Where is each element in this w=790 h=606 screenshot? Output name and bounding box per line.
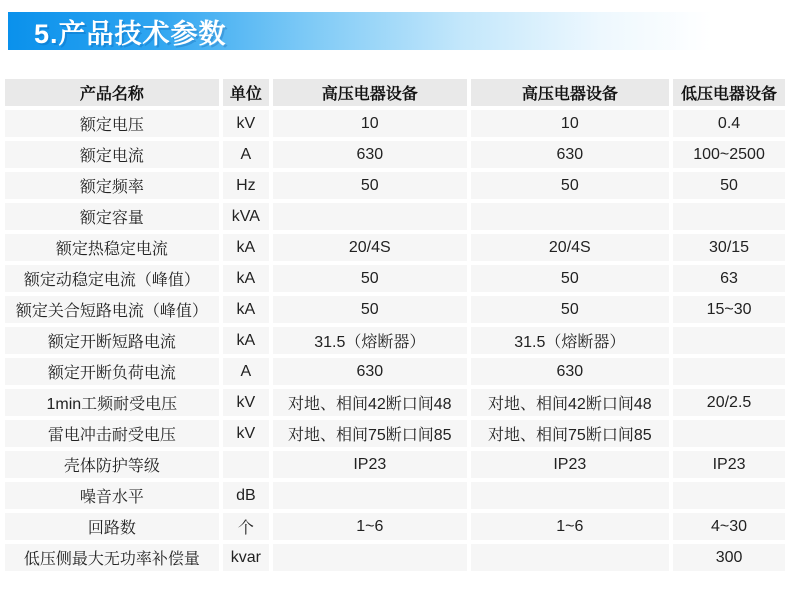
cell-hv-value-1: 对地、相间42断口间48 <box>273 389 467 416</box>
cell-hv-value-2: 31.5（熔断器） <box>471 327 670 354</box>
cell-product-name: 额定电压 <box>5 110 219 137</box>
cell-product-name: 额定开断短路电流 <box>5 327 219 354</box>
table-row <box>5 451 785 478</box>
cell-unit: kvar <box>223 544 269 571</box>
cell-unit: kA <box>223 265 269 292</box>
cell-hv-value-1 <box>273 482 467 509</box>
table-body <box>5 110 785 571</box>
cell-lv-value: 15~30 <box>673 296 785 323</box>
cell-product-name: 额定关合短路电流（峰值） <box>5 296 219 323</box>
cell-unit: dB <box>223 482 269 509</box>
cell-lv-value <box>673 482 785 509</box>
cell-hv-value-2 <box>471 544 670 571</box>
cell-lv-value: 50 <box>673 172 785 199</box>
cell-hv-value-2 <box>471 482 670 509</box>
cell-unit: kVA <box>223 203 269 230</box>
cell-hv-value-1: 20/4S <box>273 234 467 261</box>
table-row <box>5 296 785 323</box>
table-header-row <box>5 79 785 106</box>
cell-hv-value-2: 对地、相间42断口间48 <box>471 389 670 416</box>
table-row <box>5 141 785 168</box>
cell-hv-value-2: 630 <box>471 141 670 168</box>
table-row <box>5 389 785 416</box>
cell-product-name: 额定动稳定电流（峰值） <box>5 265 219 292</box>
table-row <box>5 420 785 447</box>
cell-unit: A <box>223 358 269 385</box>
table-row <box>5 482 785 509</box>
page-title: 5.产品技术参数 <box>34 18 227 49</box>
cell-unit <box>223 451 269 478</box>
cell-hv-value-2: IP23 <box>471 451 670 478</box>
cell-product-name: 噪音水平 <box>5 482 219 509</box>
cell-unit: kV <box>223 420 269 447</box>
cell-lv-value <box>673 203 785 230</box>
cell-lv-value: 0.4 <box>673 110 785 137</box>
cell-unit: Hz <box>223 172 269 199</box>
table-row <box>5 265 785 292</box>
table-row <box>5 203 785 230</box>
table-row <box>5 358 785 385</box>
cell-hv-value-2 <box>471 203 670 230</box>
cell-hv-value-1: IP23 <box>273 451 467 478</box>
cell-hv-value-1: 31.5（熔断器） <box>273 327 467 354</box>
cell-lv-value <box>673 327 785 354</box>
cell-unit: A <box>223 141 269 168</box>
column-header-product-name: 产品名称 <box>5 79 219 106</box>
section-banner <box>8 12 790 50</box>
cell-product-name: 雷电冲击耐受电压 <box>5 420 219 447</box>
cell-hv-value-2: 50 <box>471 296 670 323</box>
cell-hv-value-1: 50 <box>273 296 467 323</box>
cell-lv-value: 4~30 <box>673 513 785 540</box>
cell-lv-value: 300 <box>673 544 785 571</box>
cell-lv-value: 20/2.5 <box>673 389 785 416</box>
cell-hv-value-1: 1~6 <box>273 513 467 540</box>
column-header-hv-equipment-2: 高压电器设备 <box>471 79 670 106</box>
table-row <box>5 172 785 199</box>
table-row <box>5 513 785 540</box>
cell-hv-value-1 <box>273 544 467 571</box>
cell-hv-value-2: 50 <box>471 265 670 292</box>
cell-hv-value-2: 对地、相间75断口间85 <box>471 420 670 447</box>
cell-hv-value-2: 50 <box>471 172 670 199</box>
cell-lv-value: 30/15 <box>673 234 785 261</box>
cell-hv-value-1: 10 <box>273 110 467 137</box>
cell-hv-value-1: 50 <box>273 265 467 292</box>
spec-table <box>1 75 789 575</box>
cell-unit: kA <box>223 234 269 261</box>
cell-product-name: 额定容量 <box>5 203 219 230</box>
cell-unit: kA <box>223 327 269 354</box>
cell-hv-value-2: 1~6 <box>471 513 670 540</box>
column-header-hv-equipment-1: 高压电器设备 <box>273 79 467 106</box>
cell-product-name: 额定开断负荷电流 <box>5 358 219 385</box>
cell-product-name: 回路数 <box>5 513 219 540</box>
column-header-unit: 单位 <box>223 79 269 106</box>
cell-hv-value-2: 10 <box>471 110 670 137</box>
table-row <box>5 110 785 137</box>
cell-hv-value-1: 630 <box>273 141 467 168</box>
cell-product-name: 额定电流 <box>5 141 219 168</box>
cell-lv-value: 100~2500 <box>673 141 785 168</box>
cell-lv-value <box>673 420 785 447</box>
cell-lv-value: 63 <box>673 265 785 292</box>
cell-product-name: 1min工频耐受电压 <box>5 389 219 416</box>
column-header-lv-equipment: 低压电器设备 <box>673 79 785 106</box>
cell-unit: 个 <box>223 513 269 540</box>
cell-hv-value-1: 630 <box>273 358 467 385</box>
cell-unit: kA <box>223 296 269 323</box>
cell-hv-value-1 <box>273 203 467 230</box>
cell-product-name: 壳体防护等级 <box>5 451 219 478</box>
cell-lv-value: IP23 <box>673 451 785 478</box>
cell-product-name: 额定频率 <box>5 172 219 199</box>
cell-lv-value <box>673 358 785 385</box>
cell-hv-value-2: 20/4S <box>471 234 670 261</box>
table-row <box>5 327 785 354</box>
cell-hv-value-1: 50 <box>273 172 467 199</box>
cell-product-name: 低压侧最大无功率补偿量 <box>5 544 219 571</box>
table-row <box>5 544 785 571</box>
cell-hv-value-1: 对地、相间75断口间85 <box>273 420 467 447</box>
cell-product-name: 额定热稳定电流 <box>5 234 219 261</box>
cell-hv-value-2: 630 <box>471 358 670 385</box>
cell-unit: kV <box>223 389 269 416</box>
cell-unit: kV <box>223 110 269 137</box>
table-row <box>5 234 785 261</box>
